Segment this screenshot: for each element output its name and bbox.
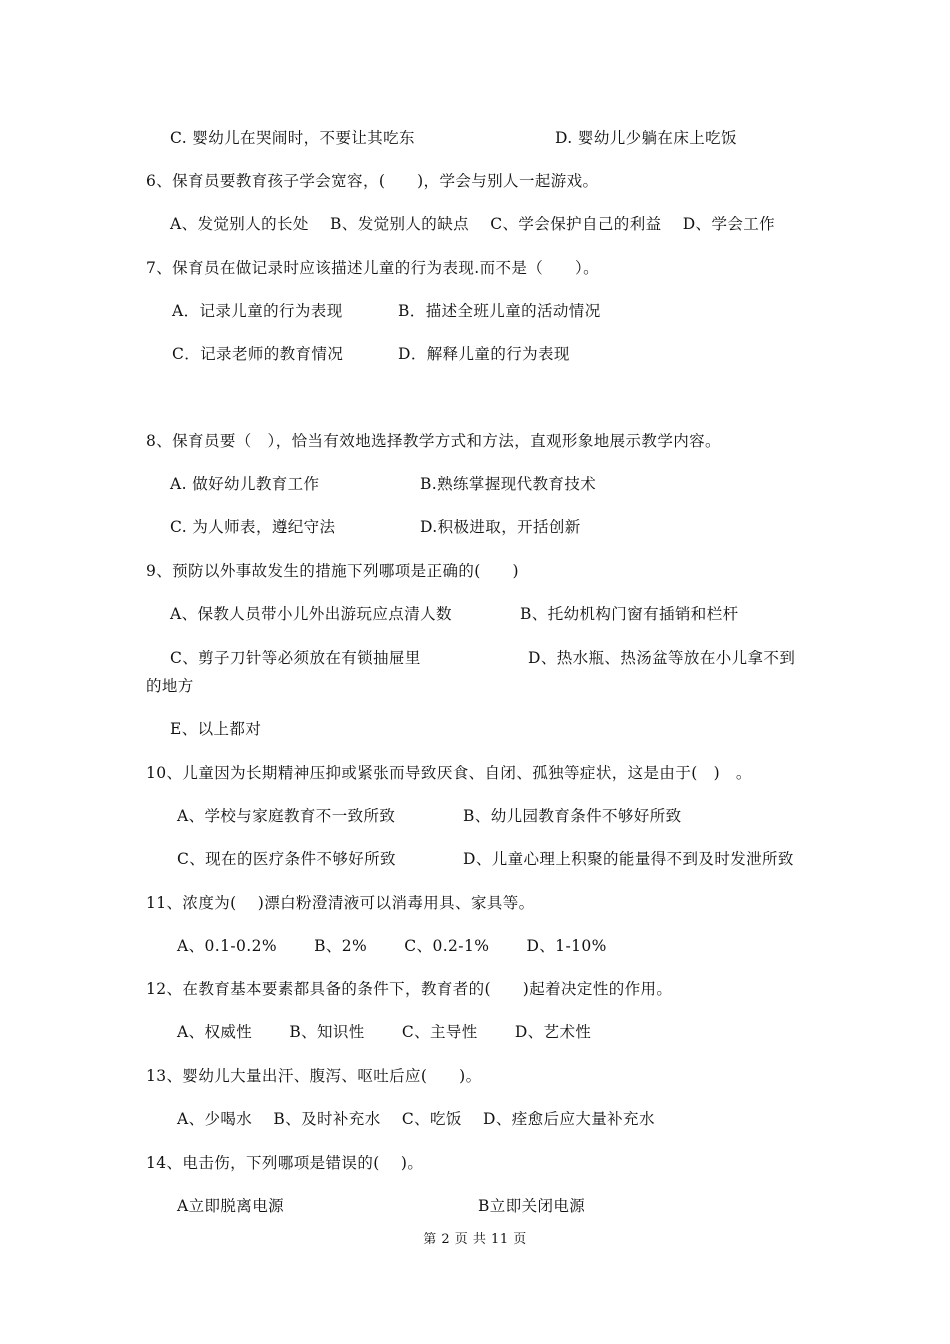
question-14: 14、电击伤，下列哪项是错误的( )。 bbox=[146, 1154, 424, 1172]
question-9-option-d: D、热水瓶、热汤盆等放在小儿拿不到 bbox=[528, 649, 796, 667]
question-8-option-c: C. 为人师表，遵纪守法 bbox=[170, 518, 336, 536]
question-9-option-c: C、剪子刀针等必须放在有锁抽屉里 bbox=[170, 649, 421, 667]
question-10-option-d: D、儿童心理上积聚的能量得不到及时发泄所致 bbox=[463, 850, 794, 868]
question-6-options: A、发觉别人的长处 B、发觉别人的缺点 C、学会保护自己的利益 D、学会工作 bbox=[170, 215, 776, 233]
q5-option-c: C. 婴幼儿在哭闹时，不要让其吃东 bbox=[170, 129, 415, 147]
question-12: 12、在教育基本要素都具备的条件下，教育者的( )起着决定性的作用。 bbox=[146, 980, 673, 998]
question-10: 10、儿童因为长期精神压抑或紧张而导致厌食、自闭、孤独等症状，这是由于( ) 。 bbox=[146, 764, 752, 782]
question-11: 11、浓度为( )漂白粉澄清液可以消毒用具、家具等。 bbox=[146, 894, 535, 912]
question-8: 8、保育员要（ ），恰当有效地选择教学方式和方法，直观形象地展示教学内容。 bbox=[146, 432, 721, 450]
q5-option-d: D. 婴幼儿少躺在床上吃饭 bbox=[555, 129, 737, 147]
question-8-option-a: A. 做好幼儿教育工作 bbox=[170, 475, 320, 493]
question-12-options: A、权威性 B、知识性 C、主导性 D、艺术性 bbox=[177, 1023, 592, 1041]
question-14-option-b: B立即关闭电源 bbox=[478, 1197, 586, 1215]
question-10-option-a: A、学校与家庭教育不一致所致 bbox=[177, 807, 396, 825]
question-7-option-a: A．记录儿童的行为表现 bbox=[172, 302, 343, 320]
question-13: 13、婴幼儿大量出汗、腹泻、呕吐后应( )。 bbox=[146, 1067, 482, 1085]
page-number-footer: 第 2 页 共 11 页 bbox=[423, 1232, 527, 1247]
question-8-option-d: D.积极进取，开括创新 bbox=[420, 518, 581, 536]
question-8-option-b: B.熟练掌握现代教育技术 bbox=[420, 475, 597, 493]
question-13-options: A、少喝水 B、及时补充水 C、吃饭 D、痊愈后应大量补充水 bbox=[177, 1110, 655, 1128]
question-14-option-a: A立即脱离电源 bbox=[177, 1197, 284, 1215]
question-7-option-c: C．记录老师的教育情况 bbox=[172, 345, 344, 363]
question-7: 7、保育员在做记录时应该描述儿童的行为表现.而不是（ ）。 bbox=[146, 259, 600, 277]
question-9: 9、预防以外事故发生的措施下列哪项是正确的( ) bbox=[146, 562, 519, 580]
question-7-option-b: B．描述全班儿童的活动情况 bbox=[398, 302, 601, 320]
question-10-option-c: C、现在的医疗条件不够好所致 bbox=[177, 850, 396, 868]
question-10-option-b: B、幼儿园教育条件不够好所致 bbox=[463, 807, 682, 825]
question-11-options: A、0.1-0.2% B、2% C、0.2-1% D、1-10% bbox=[177, 937, 607, 955]
question-9-option-e: E、以上都对 bbox=[170, 720, 262, 738]
question-9-option-b: B、托幼机构门窗有插销和栏杆 bbox=[520, 605, 739, 623]
question-9-option-a: A、保教人员带小儿外出游玩应点清人数 bbox=[170, 605, 452, 623]
question-7-option-d: D．解释儿童的行为表现 bbox=[398, 345, 570, 363]
question-6: 6、保育员要教育孩子学会宽容，( )，学会与别人一起游戏。 bbox=[146, 172, 599, 190]
question-9-option-d-continued: 的地方 bbox=[146, 677, 194, 695]
